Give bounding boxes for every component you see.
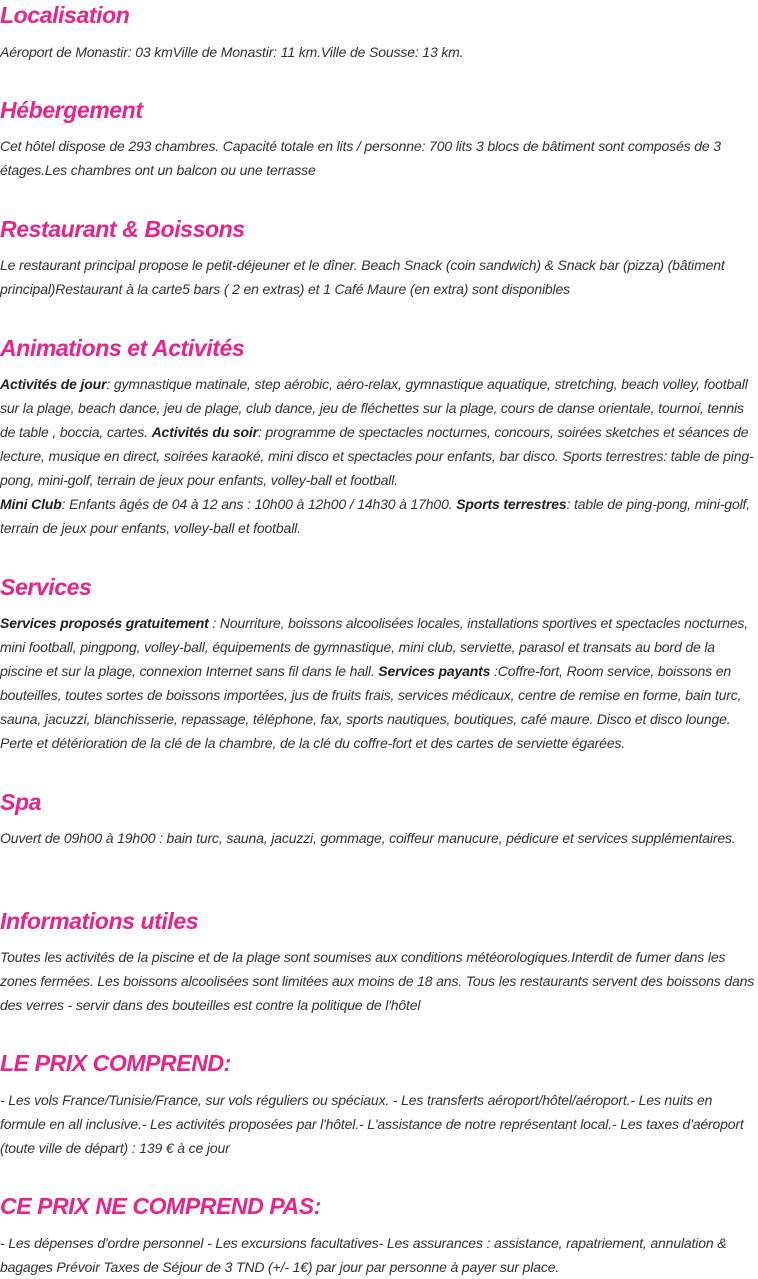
text: : Nourriture, boissons alcoolisées locales, installations sportives et spectacles nocturnes, mini football, pingpong, volley-ball, équipements de gymnastique, mini club, serviette, parasol et transats au bord de la piscine et sur la plage, connexion Internet sans fil dans le hall. [0,615,749,679]
label-activites-soir: Activités du soir [151,424,258,440]
section-body [0,1231,758,1279]
section-body [0,253,758,301]
section-body [0,372,758,540]
label-mini-club: Mini Club [0,496,62,512]
section-title: Hébergement [0,97,143,123]
section-body [0,1088,758,1160]
section-prix-ne-comprend-pas [0,1191,758,1275]
section-restaurant [0,214,758,297]
section-prix-comprend [0,1048,758,1156]
text: Le restaurant principal propose le petit-déjeuner et le dîner. Beach Snack (coin sandwich) & Snack bar (pizza) (bâtiment principal)Restaurant à la carte5 bars ( 2 en extras) et 1 Café Maure (en extra) sont disponibles [0,257,725,297]
section-informations [0,906,758,1013]
text: - Les dépenses d'ordre personnel - Les excursions facultatives- Les assurances : assistance, rapatriement, annulation & bagages Prévoir Taxes de Séjour de 3 TND (+/- 1€) par jour par personne à payer sur place. [0,1235,727,1275]
label-sports-terrestres: Sports terrestres [456,496,567,512]
text: Aéroport de Monastir: 03 kmVille de Monastir: 11 km.Ville de Sousse: 13 km. [0,44,464,60]
section-localisation [0,0,758,60]
paragraph [0,134,758,182]
paragraph [0,372,758,492]
section-hebergement [0,95,758,178]
label-services-payants: Services payants [378,663,491,679]
section-title: CE PRIX NE COMPREND PAS: [0,1193,321,1219]
section-title: Informations utiles [0,908,199,934]
section-services [0,572,758,751]
section-animations [0,333,758,536]
paragraph [0,40,758,64]
section-title: LE PRIX COMPREND: [0,1050,231,1076]
paragraph [0,492,758,540]
text: : Enfants âgés de 04 à 12 ans : 10h00 à 12h00 / 14h30 à 17h00. [61,496,457,512]
section-spa [0,787,758,846]
text: Cet hôtel dispose de 293 chambres. Capacité totale en lits / personne: 700 lits 3 blocs de bâtiment sont composés de 3 étages.Les chambres ont un balcon ou une terrasse [0,138,721,178]
text: :Coffre-fort, Room service, boissons en bouteilles, toutes sortes de boissons importées, jus de fruits frais, services médicaux, centre de remise en forme, bain turc, sauna, jacuzzi, blanchisserie, repassage, téléphone, fax, sports nautiques, boutiques, café maure. Disco et disco lounge. Perte et détérioration de la clé de la chambre, de la clé du coffre-fort et des cartes de serviette égarées. [0,663,742,751]
paragraph [0,1231,758,1279]
section-body [0,611,758,755]
text: - Les vols France/Tunisie/France, sur vols réguliers ou spéciaux. - Les transferts aéroport/hôtel/aéroport.- Les nuits en formule en all inclusive.- Les activités proposées par l'hôtel.- L'assistance de notre représentant local.- Les taxes d'aéroport (toute ville de départ) : 139 € à ce jour [0,1092,744,1156]
section-body [0,134,758,182]
text: : programme de spectacles nocturnes, concours, soirées sketches et séances de lecture, musique en direct, soirées karaoké, mini disco et spectacles pour enfants, bar disco. Sports terrestres: table de ping-pong, mini-golf, terrain de jeux pour enfants, volley-ball et football. [0,424,754,488]
section-title: Restaurant & Boissons [0,216,245,242]
label-activites-jour: Activités de jour [0,376,107,392]
text: Ouvert de 09h00 à 19h00 : bain turc, sauna, jacuzzi, gommage, coiffeur manucure, pédicure et services supplémentaires. [0,830,736,846]
text: : table de ping-pong, mini-golf, terrain de jeux pour enfants, volley-ball et football. [0,496,751,536]
section-body [0,40,758,64]
text: : gymnastique matinale, step aérobic, aéro-relax, gymnastique aquatique, stretching, beach volley, football sur la plage, beach dance, jeu de plage, club dance, jeu de fléchettes sur la plage, cours de danse orientale, tournoi, tennis de table , boccia, cartes. [0,376,748,440]
section-title: Localisation [0,2,130,28]
paragraph [0,826,758,850]
section-body [0,945,758,1017]
paragraph [0,945,758,1017]
text: Toutes les activités de la piscine et de la plage sont soumises aux conditions météorologiques.Interdit de fumer dans les zones fermées. Les boissons alcoolisées sont limitées aux moins de 18 ans. Tous les restaurants servent des boissons dans des verres - servir dans des bouteilles est contre la politique de l'hôtel [0,949,755,1013]
paragraph [0,611,758,755]
section-title: Spa [0,789,41,815]
label-services-gratuits: Services proposés gratuitement [0,615,209,631]
paragraph [0,1088,758,1160]
section-title: Services [0,574,92,600]
section-title: Animations et Activités [0,335,245,361]
paragraph [0,253,758,301]
section-body [0,826,758,850]
